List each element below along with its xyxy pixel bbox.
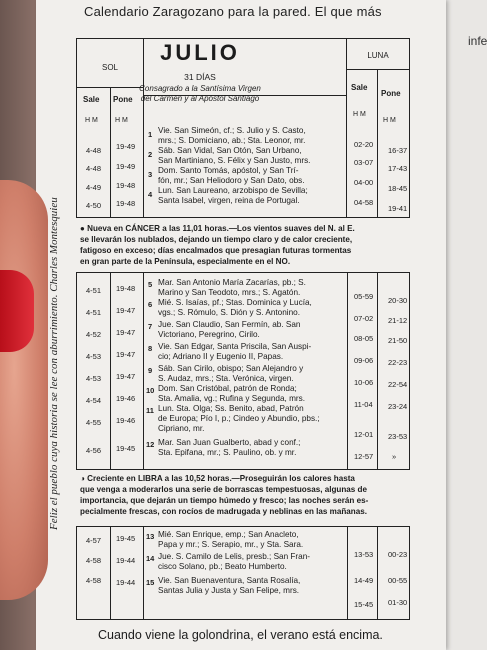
saints-line: Victoriano, Peregrino, Cirilo.: [158, 330, 260, 339]
sun-rise: 4-48: [86, 146, 102, 155]
luna-sale-hm: H M: [353, 111, 366, 118]
saints-line: San Martiniano, S. Félix y San Justo, mrs.: [158, 156, 311, 165]
moon-set: 18-45: [388, 184, 408, 193]
saints-line: mrs.; S. Domiciano, ab.; Sta. Leonor, mr.: [158, 136, 306, 145]
saints-line: S. Audaz, mrs.; Sta. Verónica, virgen.: [158, 374, 294, 383]
sun-rise: 4-58: [86, 576, 102, 585]
moon-rise: 13-53: [354, 550, 374, 559]
sun-set: 19-46: [116, 394, 136, 403]
sun-set: 19-45: [116, 534, 136, 543]
moon-rise: 12-57: [354, 452, 374, 461]
sol-sale-hm: H M: [85, 117, 98, 124]
moon-set: 00-23: [388, 550, 408, 559]
luna-label: LUNA: [367, 51, 389, 60]
adjacent-page: [440, 0, 487, 650]
moon-set: 16-37: [388, 146, 408, 155]
day-number: 4: [148, 190, 153, 199]
nail-photo: [0, 270, 34, 352]
moon-set: 17-43: [388, 164, 408, 173]
thumb-photo: [0, 180, 48, 600]
saints-line: Sta. Epifana, mr.; S. Paulino, ob. y mr.: [158, 448, 297, 457]
moon-rise: 02-20: [354, 140, 374, 149]
forecast-line: que venga a moderarlos una serie de borrascas tempestuosas, algunas de: [80, 485, 367, 494]
sun-set: 19-49: [116, 142, 136, 151]
sun-rise: 4-55: [86, 418, 102, 427]
sun-rise: 4-50: [86, 201, 102, 210]
moon-rise: 08-05: [354, 334, 374, 343]
saints-line: Lun. San Laureano, arzobispo de Sevilla;: [158, 186, 308, 195]
days-count: 31 DÍAS: [184, 72, 216, 82]
month-title: JULIO: [160, 40, 240, 65]
sun-rise: 4-49: [86, 183, 102, 192]
saints-line: fón, mr.; San Heliodoro y San Dato, obs.: [158, 176, 305, 185]
day-number: 9: [148, 366, 153, 375]
forecast-line: se llevarán los nublados, dejando un tiempo claro y de calor creciente,: [80, 235, 353, 244]
forecast-line: importancia, que dejarán un tiempo húmedo y fresco; las noches serán es-: [80, 496, 369, 505]
saints-line: Mar. San Juan Gualberto, abad y conf.;: [158, 438, 301, 447]
day-number: 1: [148, 130, 153, 139]
moon-rise: 03-07: [354, 158, 374, 167]
saints-line: Sáb. San Cirilo, obispo; San Alejandro y: [158, 364, 304, 373]
saints-line: Jue. S. Camilo de Lelis, presb.; San Fran-: [158, 552, 310, 561]
sun-rise: 4-57: [86, 536, 102, 545]
saints-line: cisco Solano, pb.; Beato Humberto.: [158, 562, 287, 571]
saints-line: vgs.; S. Rómulo, S. Dión y S. Antonino.: [158, 308, 300, 317]
sun-rise: 4-48: [86, 164, 102, 173]
moon-set: 23-53: [388, 432, 408, 441]
sun-rise: 4-53: [86, 352, 102, 361]
moon-rise: 09-06: [354, 356, 374, 365]
sun-set: 19-49: [116, 162, 136, 171]
day-number: 14: [146, 554, 155, 563]
saints-line: Cipriano, mr.: [158, 424, 205, 433]
saints-line: Sáb. San Vidal, San Otón, San Urbano,: [158, 146, 302, 155]
day-number: 13: [146, 532, 155, 541]
luna-pone-hm: H M: [383, 117, 396, 124]
sol-pone-hm: H M: [115, 117, 128, 124]
sun-set: 19-47: [116, 306, 136, 315]
saints-line: Sta. Amalia, vg.; Rufina y Segunda, mrs.: [158, 394, 305, 403]
saints-line: Vie. San Simeón, cf.; S. Julio y S. Casto,: [158, 126, 306, 135]
moon-set: 21-50: [388, 336, 408, 345]
moon-set: 19-41: [388, 204, 408, 213]
moon-set: 22-23: [388, 358, 408, 367]
moon-rise: 04-00: [354, 178, 374, 187]
saints-line: Dom. San Cristóbal, patrón de Ronda;: [158, 384, 297, 393]
saints-line: Santas Julia y Justa y San Felipe, mrs.: [158, 586, 300, 595]
moon-set: 00-55: [388, 576, 408, 585]
forecast-line: ◑ Creciente en LIBRA a las 10,52 horas.—Proseguirán los calores hasta: [80, 474, 355, 483]
sun-rise: 4-53: [86, 374, 102, 383]
sol-sale-label: Sale: [83, 95, 100, 104]
saints-line: Vie. San Edgar, Santa Priscila, San Auspi-: [158, 342, 312, 351]
moon-set: 21-12: [388, 316, 408, 325]
day-number: 5: [148, 280, 153, 289]
sun-set: 19-44: [116, 556, 136, 565]
saints-line: Mié. S. Isaías, pf.; Stas. Dominica y Lucía,: [158, 298, 312, 307]
forecast-line: pecialmente frescas, con rocíos de madrugada y neblinas en las mañanas.: [80, 507, 367, 516]
adjacent-page-text: infe: [468, 34, 487, 48]
footer-saying: Cuando viene la golondrina, el verano está encima.: [98, 628, 383, 642]
saints-line: Jue. San Claudio, San Fermín, ab. San: [158, 320, 301, 329]
moon-rise: 04-58: [354, 198, 374, 207]
sun-set: 19-47: [116, 328, 136, 337]
sun-set: 19-45: [116, 444, 136, 453]
forecast-line: en gran parte de la Península, especialmente en el NO.: [80, 257, 291, 266]
dedication-line-2: del Carmen y al Apóstol Santiago: [140, 94, 260, 103]
day-number: 12: [146, 440, 155, 449]
day-number: 6: [148, 300, 153, 309]
moon-rise: 05-59: [354, 292, 374, 301]
sun-set: 19-47: [116, 372, 136, 381]
day-number: 8: [148, 344, 153, 353]
sun-set: 19-48: [116, 181, 136, 190]
day-number: 7: [148, 322, 153, 331]
saints-line: cio; Adriano II y Eugenio II, Papas.: [158, 352, 284, 361]
saints-line: Papa y mr.; S. Serapio, mr., y Sta. Sara.: [158, 540, 304, 549]
day-number: 15: [146, 578, 155, 587]
sun-rise: 4-56: [86, 446, 102, 455]
page-header-title: Calendario Zaragozano para la pared. El que más: [84, 4, 382, 19]
saints-line: Lun. Sta. Olga; Ss. Benito, abad, Patrón: [158, 404, 304, 413]
moon-rise: 11-04: [354, 400, 373, 409]
forecast-line: ● Nueva en CÁNCER a las 11,01 horas.—Los vientos suaves del N. al E.: [80, 224, 355, 233]
moon-set: 20-30: [388, 296, 408, 305]
sol-pone-label: Pone: [113, 95, 133, 104]
sun-set: 19-47: [116, 350, 136, 359]
sun-rise: 4-54: [86, 396, 102, 405]
saints-line: de Europa; Pío I, p.; Cindeo y Abundio, pbs.;: [158, 414, 320, 423]
sun-rise: 4-51: [86, 286, 102, 295]
moon-set: 01-30: [388, 598, 408, 607]
saints-line: Dom. Santo Tomás, apóstol, y San Trí-: [158, 166, 299, 175]
moon-set: 23-24: [388, 402, 408, 411]
sun-set: 19-48: [116, 284, 136, 293]
saints-line: Mar. San Antonio María Zacarías, pb.; S.: [158, 278, 306, 287]
dedication: [120, 84, 280, 104]
luna-pone-label: Pone: [381, 89, 401, 98]
moon-set: »: [392, 452, 397, 461]
sun-rise: 4-51: [86, 308, 102, 317]
forecast-line: fatigoso en exceso; días encalmados que presagian futuras tormentas: [80, 246, 352, 255]
moon-rise: 15-45: [354, 600, 374, 609]
sun-set: 19-48: [116, 199, 136, 208]
sol-label: SOL: [101, 63, 118, 72]
day-number: 10: [146, 386, 155, 395]
sun-set: 19-44: [116, 578, 136, 587]
saints-line: Mié. San Enrique, emp.; San Anacleto,: [158, 530, 299, 539]
day-number: 3: [148, 170, 153, 179]
dedication-line-1: Consagrado a la Santísima Virgen: [139, 84, 261, 93]
moon-rise: 07-02: [354, 314, 374, 323]
day-number: 11: [146, 406, 154, 415]
vertical-quote: Feliz el pueblo cuya historia se lee con aburrimiento. Charles Montesquieu: [48, 197, 60, 530]
sun-rise: 4-58: [86, 556, 102, 565]
sun-set: 19-46: [116, 416, 136, 425]
sun-rise: 4-52: [86, 330, 102, 339]
saints-line: Marino y San Teodoto, mrs.; S. Agatón.: [158, 288, 301, 297]
moon-rise: 12-01: [354, 430, 374, 439]
moon-rise: 14-49: [354, 576, 374, 585]
saints-line: Santa Isabel, virgen, reina de Portugal.: [158, 196, 300, 205]
luna-sale-label: Sale: [351, 83, 368, 92]
day-number: 2: [148, 150, 153, 159]
saints-line: Vie. San Buenaventura, Santa Rosalía,: [158, 576, 301, 585]
moon-set: 22-54: [388, 380, 408, 389]
moon-rise: 10-06: [354, 378, 374, 387]
